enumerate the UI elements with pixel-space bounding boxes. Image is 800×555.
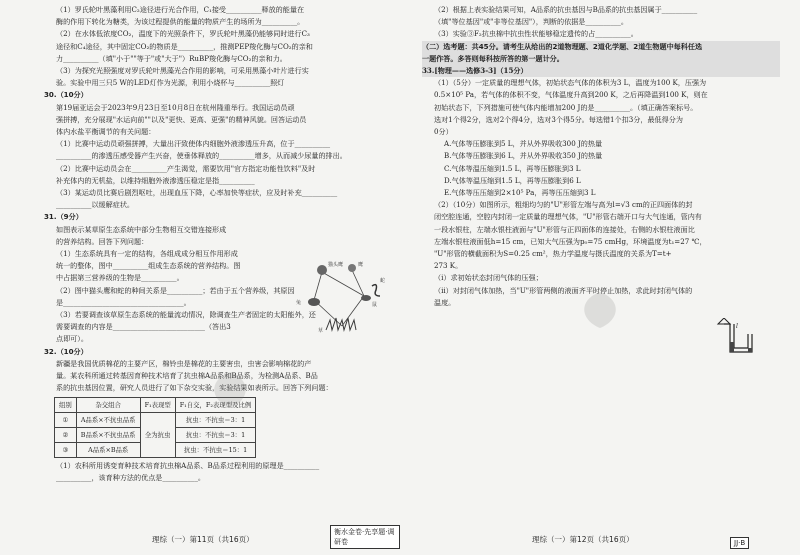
text-line: 0.5×10⁵ Pa，若气体的体积不变，气体温度升高到200 K，之后再降温到100 K，则在 [434, 90, 708, 100]
text-line: 左端水银柱液面低h=15 cm，已知大气压强为p₀=75 cmHg，环境温度为t₁=27 ℃， [434, 236, 707, 246]
text-line: （1）农科所用诱变育种技术培育抗虫棉A品系、B品系过程利用的原理是__________ [56, 460, 320, 470]
text-line: 中占据第三营养级的生物是__________。 [56, 273, 184, 283]
page-12-text [422, 4, 780, 309]
text-line: 273 K。 [434, 261, 463, 271]
text-line: （1）比赛中运动员顽强拼搏，大量出汗致使体内细胞外液渗透压升高，位于__________ [56, 139, 331, 149]
text-line: 初始状态下，下列措施可使气体内能增加200 J的是__________。（填正确答案标号。 [434, 102, 698, 112]
text-line: 如图表示某草原生态系统中部分生物相互交错连接形成 [56, 224, 227, 234]
text-line: 体内水盐平衡调节的有关问题： [56, 127, 156, 137]
text-line: （ⅱ）对封闭气体加热，当"U"形管两侧的液面齐平时停止加热，求此时封闭气体的 [434, 285, 693, 295]
owl-icon [317, 265, 327, 275]
page-footer: 理综（一）第12页（共16页） [532, 535, 634, 544]
text-line: 系的抗虫基因位置，研究人员进行了如下杂交实验，实验结果如表所示。回答下列问题： [56, 383, 333, 393]
text-line: 温度。 [434, 297, 456, 307]
page-12 [400, 0, 800, 555]
table-cell: ③ [55, 442, 77, 457]
eagle-icon [348, 264, 356, 272]
web-arrow [352, 270, 364, 296]
text-line: （3）为探究光照强度对罗氏轮叶黑藻光合作用的影响，可采用黑藻小叶片进行实 [56, 66, 309, 76]
web-arrow [322, 272, 364, 296]
table-cell: 抗虫：不抗虫＝3：1 [175, 427, 256, 442]
text-line: （ⅰ）求初始状态封闭气体的压强； [434, 273, 543, 283]
table-header: F₁表现型 [140, 397, 175, 412]
web-label-snake: 蛇 [380, 278, 386, 284]
text-line: 是__________________________________。 [56, 297, 191, 307]
text-line: 一段水银柱，左端水银柱液面与"U"形管与正四面体的连接处，右侧的水银柱液面比 [434, 224, 695, 234]
edition-badge: JJ·B [730, 537, 749, 549]
text-line: 闭空腔连通，空腔内封闭一定质量的理想气体，"U"形管右端开口与大气连通，管内有 [434, 212, 702, 222]
table-cell: 抗虫：不抗虫＝15：1 [175, 442, 256, 457]
u-tube-figure [716, 318, 766, 358]
text-line: D.气体等温压缩到1.5 L，再等压膨胀到6 L [444, 175, 581, 185]
page-footer: 理综（一）第11页（共16页） [152, 535, 254, 544]
text-line: （二）选考题：共45分。请考生从给出的2道物理题、2道化学题、2道生物题中每科任选 [422, 41, 780, 53]
text-line: A.气体等压膨胀到5 L，并从外界吸收300 J的热量 [444, 139, 603, 149]
text-line: 强拼搏，充分展现"水运向前""以及"更快、更高、更强"的精神风貌。回答运动员 [56, 114, 307, 124]
text-line: 补充体内的无机盐，以维持细胞外液渗透压稳定是指__________ [56, 175, 255, 185]
text-line: （2）图中猫头鹰和蛇的种间关系是__________；若由于五个营养级，其原因 [56, 285, 295, 295]
watermark-logo [570, 290, 630, 330]
page-11-text [44, 4, 386, 484]
rabbit-icon [308, 298, 320, 306]
text-line: E.气体等压压缩到2×10⁵ Pa，再等压压缩到3 L [444, 188, 596, 198]
text-line: __________以缓解症状。 [56, 200, 135, 210]
figure-label-l: l [736, 323, 738, 330]
text-line: 0分） [434, 127, 453, 137]
grass-icon [326, 318, 356, 330]
text-line: 需要调查的内容是__________________________（答出3 [56, 322, 231, 332]
mercury-left [730, 342, 734, 352]
text-line: __________的渗透压感受器产生兴奋，使垂体释放的__________增多，从而减少尿量的排出。 [56, 151, 347, 161]
text-line: 统一的整体，图中__________组成生态系统的营养结构。图 [56, 261, 241, 271]
text-line: （3）实验③F₂抗虫棉中抗虫性状能够稳定遗传的占__________。 [434, 29, 638, 39]
text-line: 33.[物理——选修3-3]（15分） [422, 65, 780, 77]
series-badge: 衡水金卷·先享题·调研卷 [330, 525, 400, 549]
table-row [55, 412, 256, 427]
text-line: （填"等位基因"或"非等位基因"），判断的依据是__________。 [434, 17, 628, 27]
text-line: （1）生态系统具有一定的结构，各组成成分相互作用形成 [56, 249, 238, 259]
web-label-rabbit: 兔 [296, 300, 302, 306]
table-cell: A品系×不抗虫品系 [76, 412, 140, 427]
table-header: 杂交组合 [76, 397, 140, 412]
text-line: __________，该育种方法的优点是__________。 [56, 472, 205, 482]
table-cell: B品系×不抗虫品系 [76, 427, 140, 442]
text-line: 途径和C₄途径，其中固定CO₂的物质是__________，推测PEP羧化酶与CO₂的亲和 [56, 41, 313, 51]
text-line: 31.（9分） [44, 212, 83, 222]
text-line: （2）在水体低浓度CO₂，温度下的光照条件下，罗氏轮叶黑藻仍能够同时进行C₃ [56, 29, 310, 39]
text-line: B.气体等压膨胀到6 L，并从外界吸收350 J的热量 [444, 151, 603, 161]
table-header: F₁自交，F₂表现型及比例 [175, 397, 256, 412]
text-line: （2）比赛中运动员会在__________产生渴觉，需要饮用"官方指定功能性饮料"及时 [56, 163, 316, 173]
text-line: 点即可）。 [56, 334, 88, 344]
tetrahedron-shape [718, 318, 730, 324]
text-line: 选对1个得2分，选对2个得4分，选对3个得5分。每选错1个扣3分，最低得分为 [434, 114, 683, 124]
text-line: C.气体等温压缩到1.5 L，再等压膨胀到3 L [444, 163, 581, 173]
text-line: 一题作答。多答则每科按所答的第一题计分。 [422, 53, 780, 65]
food-web-figure [292, 258, 390, 336]
watermark-logo [200, 370, 260, 410]
text-line: 30.（10分） [44, 90, 88, 100]
mercury-right [748, 348, 752, 352]
text-line: （1）罗氏轮叶黑藻利用C₂途径进行光合作用，C₁接受__________释放的能量在 [56, 5, 305, 14]
text-line: 新疆是我国优质棉花的主要产区，棉铃虫是棉花的主要害虫，虫害会影响棉花的产 [56, 358, 312, 368]
web-label-eagle: 鹰 [358, 262, 364, 268]
web-label-mouse: 鼠 [372, 302, 378, 308]
text-line: （3）某运动员比赛后剧烈呕吐，出现血压下降，心率加快等症状，应及时补充__________ [56, 188, 338, 198]
table-cell: 抗虫：不抗虫＝3：1 [175, 412, 256, 427]
text-line: 32.（10分） [44, 346, 88, 356]
text-line: 力__________（填"小于""等于"或"大于"）RuBP羧化酶与CO₂的亲和力。 [56, 53, 287, 63]
text-line: "U"形管的横截面积为S=0.25 cm²，热力学温度与摄氏温度的关系为T=t+ [434, 249, 672, 259]
text-line: （2）根据上表实验结果可知，A品系的抗虫基因与B品系的抗虫基因属于__________ [434, 5, 698, 14]
web-label-grass: 草 [318, 328, 324, 334]
table-cell: A品系×B品系 [76, 442, 140, 457]
text-line: 酶的作用下转化为糖类，为该过程提供的能量的物质产生的场所为__________。 [56, 17, 305, 27]
table-cell: ② [55, 427, 77, 442]
text-line: （1）（5分）一定质量的理想气体，初始状态气体的体积为3 L，温度为100 K，压强为 [434, 78, 707, 88]
snake-icon [372, 285, 380, 296]
table-header: 组别 [55, 397, 77, 412]
table-cell: 全为抗虫 [140, 412, 175, 457]
text-line: 的营养结构。回答下列问题： [56, 236, 149, 246]
text-line: 量。某农科所通过转基因育种技术培育了抗虫棉A品系和B品系，为检测A品系、B品 [56, 371, 318, 381]
text-line: （2）（10分）如图所示，粗细均匀的"U"形管左端与高为l=√3 cm的正四面体的封 [434, 200, 693, 210]
web-label-owl: 猫头鹰 [328, 262, 344, 268]
table-cell: ① [55, 412, 77, 427]
text-line: （3）若要调查该草原生态系统的能量流动情况，除调查生产者固定的太阳能外，还 [56, 310, 316, 320]
text-line: 验。实验中用三只5 W的LED灯作为光源，利用小烧杯与__________照灯 [56, 78, 285, 88]
web-arrow [314, 272, 322, 300]
text-line: 第19届亚运会于2023年9月23日至10月8日在杭州隆重举行。我国运动员顽 [56, 102, 295, 112]
mouse-icon [361, 295, 371, 301]
